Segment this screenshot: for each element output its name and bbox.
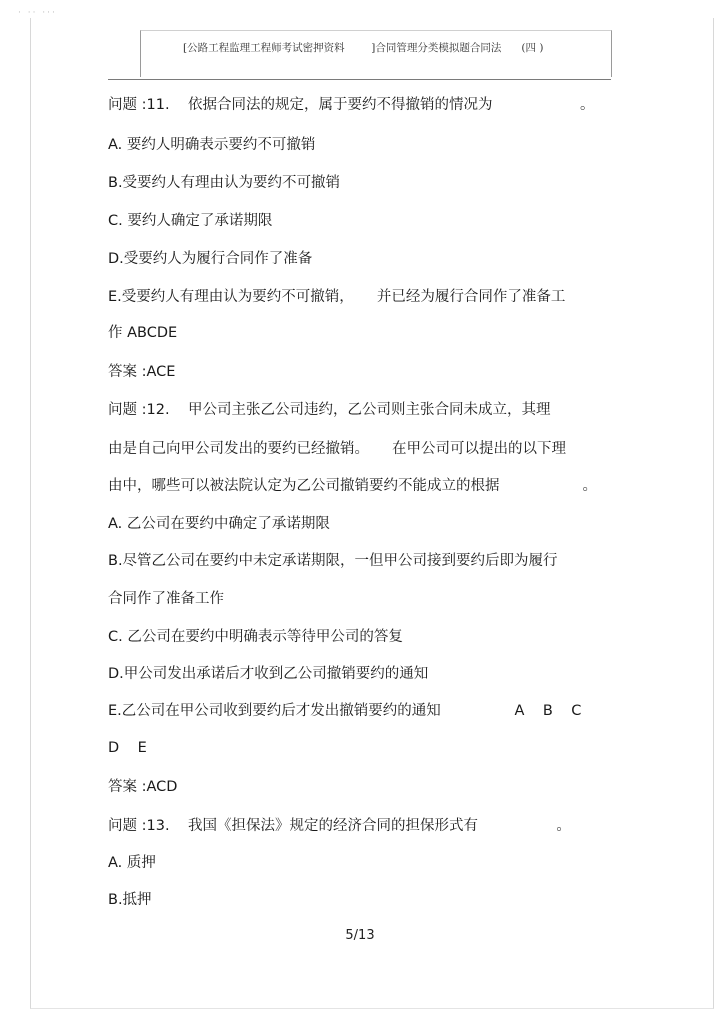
page-number: 5/13: [345, 928, 375, 943]
question-line: 由是自己向甲公司发出的要约已经撤销。 在甲公司可以提出的以下理: [108, 441, 567, 457]
option-line: A. 乙公司在要约中确定了承诺期限: [108, 516, 330, 532]
option-line: A. 要约人明确表示要约不可撤销: [108, 137, 316, 153]
option-line: E.乙公司在甲公司收到要约后才发出撤销要约的通知 A B C: [108, 703, 582, 719]
question-line: 问题 :13. 我国《担保法》规定的经济合同的担保形式有 。: [108, 818, 571, 834]
option-line: B.受要约人有理由认为要约不可撤销: [108, 175, 341, 191]
answer-line: 答案 :ACE: [108, 364, 176, 380]
header-title: [公路工程监理工程师考试密押资料 ]合同管理分类模拟题合同法 (四 ): [183, 42, 544, 54]
question-line: 问题 :11. 依据合同法的规定，属于要约不得撤销的情况为 。: [108, 97, 595, 113]
option-line: B.尽管乙公司在要约中未定承诺期限，一但甲公司接到要约后即为履行: [108, 553, 558, 569]
answer-line: 答案 :ACD: [108, 779, 178, 795]
option-line: D.受要约人为履行合同作了准备: [108, 251, 313, 267]
option-line: D E: [108, 740, 147, 756]
corner-mark: · ·· ···: [18, 8, 57, 18]
option-line: C. 乙公司在要约中明确表示等待甲公司的答复: [108, 629, 403, 645]
option-line: 作 ABCDE: [108, 325, 178, 341]
option-line: E.受要约人有理由认为要约不可撤销， 并已经为履行合同作了准备工: [108, 289, 566, 305]
option-line: C. 要约人确定了承诺期限: [108, 213, 273, 229]
question-line: 由中，哪些可以被法院认定为乙公司撤销要约不能成立的根据 。: [108, 478, 597, 494]
question-line: 问题 :12. 甲公司主张乙公司违约，乙公司则主张合同未成立，其理: [108, 402, 551, 418]
option-line: B.抵押: [108, 892, 152, 908]
option-line: A. 质押: [108, 855, 156, 871]
option-line: D.甲公司发出承诺后才收到乙公司撤销要约的通知: [108, 666, 429, 682]
header-rule: [108, 79, 611, 80]
option-line: 合同作了准备工作: [108, 591, 224, 607]
